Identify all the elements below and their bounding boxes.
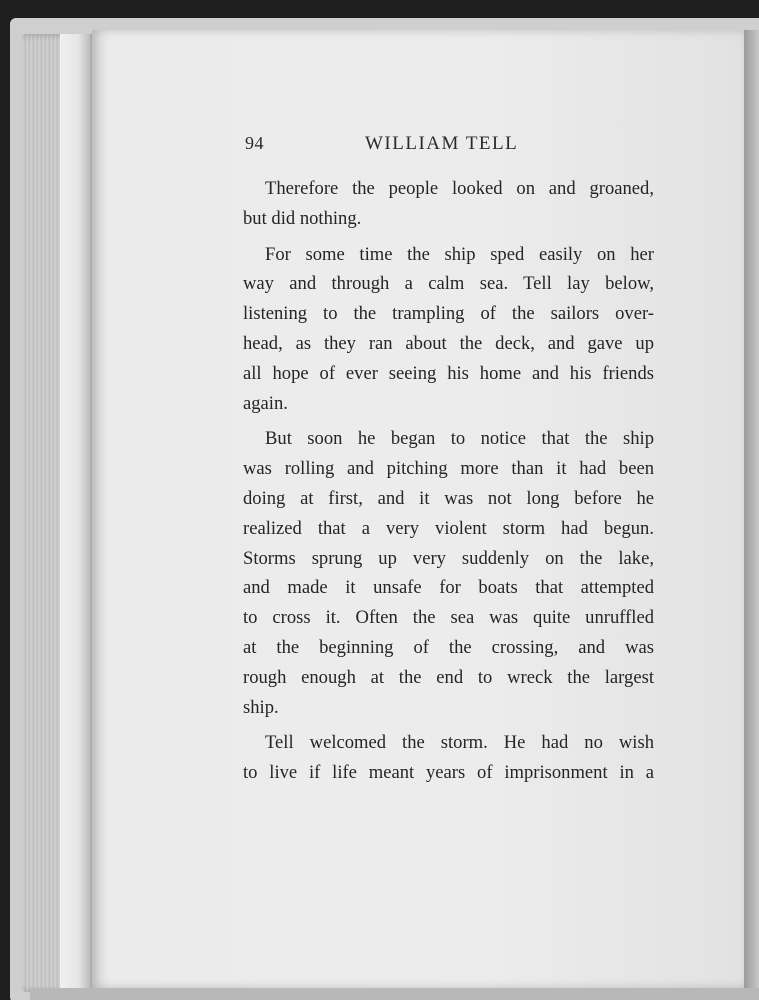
- text-line: to live if life meant years of imprisonment in a: [243, 762, 654, 784]
- cover-bottom-edge: [30, 988, 759, 1000]
- text-line: way and through a calm sea. Tell lay below,: [243, 273, 654, 295]
- text-line: to cross it. Often the sea was quite unruffled: [243, 607, 654, 629]
- text-line: and made it unsafe for boats that attempted: [243, 577, 654, 599]
- paragraph: [243, 174, 654, 234]
- text-line: Therefore the people looked on and groaned,: [265, 178, 654, 199]
- text-line: head, as they ran about the deck, and gave up: [243, 332, 654, 354]
- paragraph: [243, 728, 654, 788]
- text-line: Tell welcomed the storm. He had no wish: [265, 732, 654, 754]
- text-line: doing at first, and it was not long before he: [243, 487, 654, 509]
- paragraph: [243, 240, 654, 419]
- text-line: again.: [243, 392, 288, 414]
- text-line: all hope of ever seeing his home and his friends: [243, 362, 654, 384]
- text-line: Storms sprung up very suddenly on the lake,: [243, 547, 654, 569]
- text-line: ship.: [243, 696, 279, 718]
- cover-right-edge: [744, 30, 759, 988]
- text-line: but did nothing.: [243, 207, 362, 229]
- running-title: WILLIAM TELL: [365, 133, 519, 154]
- text-line: But soon he began to notice that the ship: [265, 428, 654, 450]
- body-text: [243, 174, 654, 794]
- text-line: at the beginning of the crossing, and was: [243, 636, 654, 658]
- text-line: rough enough at the end to wreck the largest: [243, 666, 654, 688]
- text-line: realized that a very violent storm had begun.: [243, 517, 654, 539]
- text-line: For some time the ship sped easily on her: [265, 243, 654, 265]
- paragraph: [243, 424, 654, 722]
- page-edges: [22, 34, 96, 992]
- page-header: [245, 133, 655, 163]
- text-line: was rolling and pitching more than it had been: [243, 458, 654, 480]
- page-number: 94: [245, 133, 264, 153]
- text-line: listening to the trampling of the sailors over-: [243, 303, 654, 325]
